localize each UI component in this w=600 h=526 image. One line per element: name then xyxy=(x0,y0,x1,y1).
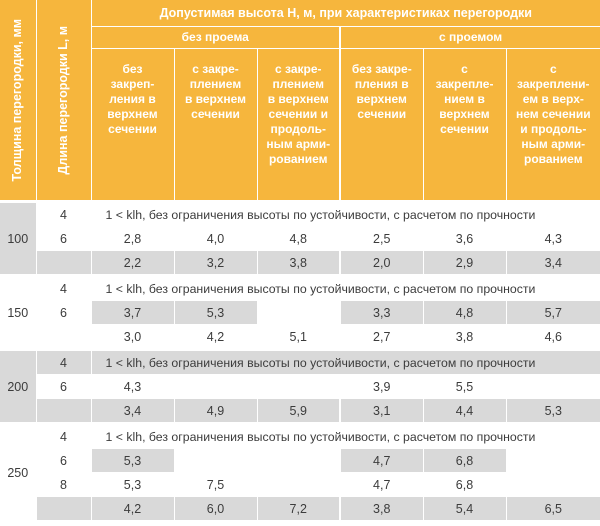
length-value: 4 xyxy=(36,202,91,227)
subheader-line: ем в верх- xyxy=(522,92,584,106)
height-value: 6,5 xyxy=(506,497,600,521)
height-value: 7,2 xyxy=(257,497,340,521)
length-value: 6 xyxy=(36,227,91,251)
subheader-line: сечении xyxy=(191,107,240,121)
length-value xyxy=(36,325,91,350)
table-row xyxy=(0,497,600,521)
height-value xyxy=(257,449,340,473)
subheader-line: ления в xyxy=(109,92,156,106)
stability-note: 1 < klh, без ограничения высоты по устойчивости, с расчетом по прочности xyxy=(91,350,600,375)
subheader-line: рованием xyxy=(268,152,328,166)
height-value: 4,8 xyxy=(257,227,340,251)
height-value xyxy=(257,375,340,399)
length-value: 4 xyxy=(36,424,91,449)
height-value: 5,7 xyxy=(506,301,600,325)
length-header xyxy=(36,0,91,202)
subheader-line: сечении xyxy=(440,122,489,136)
height-value: 4,3 xyxy=(506,227,600,251)
height-value: 3,2 xyxy=(174,251,257,276)
subheader-line: в верхнем xyxy=(267,92,329,106)
height-value: 4,4 xyxy=(423,399,506,424)
length-value xyxy=(36,251,91,276)
subheader-line: и продоль- xyxy=(520,122,587,136)
table-row xyxy=(0,399,600,424)
height-value xyxy=(174,375,257,399)
table-row xyxy=(0,301,600,325)
height-value: 5,3 xyxy=(91,473,174,497)
thickness-value: 250 xyxy=(0,424,36,521)
height-value: 4,7 xyxy=(340,473,423,497)
table-row xyxy=(0,251,600,276)
subheader-line: верхнем xyxy=(107,107,158,121)
height-value: 3,3 xyxy=(340,301,423,325)
height-value: 3,8 xyxy=(423,325,506,350)
subheader-line: закреплени- xyxy=(517,77,590,91)
height-value: 5,3 xyxy=(506,399,600,424)
subheader-5 xyxy=(423,49,506,202)
group-with-opening: с проемом xyxy=(340,27,600,49)
height-value: 5,3 xyxy=(91,449,174,473)
subheader-4 xyxy=(340,49,423,202)
length-value: 6 xyxy=(36,301,91,325)
subheader-line: с закре- xyxy=(275,62,322,76)
length-value: 6 xyxy=(36,449,91,473)
height-value: 2,7 xyxy=(340,325,423,350)
height-value: 3,1 xyxy=(340,399,423,424)
subheader-line: с xyxy=(549,62,557,76)
stability-note: 1 < klh, без ограничения высоты по устойчивости, с расчетом по прочности xyxy=(91,202,600,227)
subheader-line: рованием xyxy=(524,152,583,166)
length-value: 8 xyxy=(36,473,91,497)
height-value: 6,8 xyxy=(423,449,506,473)
subheader-line: закрепле- xyxy=(435,77,494,91)
height-value: 5,1 xyxy=(257,325,340,350)
thickness-header xyxy=(0,0,36,202)
height-value: 4,7 xyxy=(340,449,423,473)
subheader-1 xyxy=(91,49,174,202)
height-value: 4,6 xyxy=(506,325,600,350)
height-value: 5,9 xyxy=(257,399,340,424)
subheader-line: плением xyxy=(189,77,242,91)
height-value xyxy=(257,301,340,325)
height-value: 4,2 xyxy=(91,497,174,521)
thickness-value: 100 xyxy=(0,202,36,276)
main-title: Допустимая высота H, м, при характеристиках перегородки xyxy=(91,0,600,27)
table-row xyxy=(0,449,600,473)
subheader-line: продоль- xyxy=(270,122,326,136)
subheader-line: нем сечении xyxy=(515,107,591,121)
height-value: 4,8 xyxy=(423,301,506,325)
thickness-header-text: Толщина перегородки, мм xyxy=(10,18,25,182)
subheader-line: верхнем xyxy=(356,92,407,106)
subheader-3 xyxy=(257,49,340,202)
subheader-line: верхнем xyxy=(439,107,490,121)
height-value: 2,0 xyxy=(340,251,423,276)
length-value: 4 xyxy=(36,350,91,375)
height-value: 4,3 xyxy=(91,375,174,399)
height-value: 4,9 xyxy=(174,399,257,424)
height-value: 4,2 xyxy=(174,325,257,350)
subheader-line: сечении и xyxy=(268,107,328,121)
length-header-text: Длина перегородки L, м xyxy=(56,25,70,175)
height-value: 3,6 xyxy=(423,227,506,251)
height-value: 6,0 xyxy=(174,497,257,521)
subheader-line: сечении xyxy=(357,107,407,121)
subheader-line: ным арми- xyxy=(266,137,331,151)
height-value: 3,8 xyxy=(257,251,340,276)
height-value: 3,9 xyxy=(340,375,423,399)
height-value: 5,3 xyxy=(174,301,257,325)
subheader-line: с xyxy=(461,62,468,76)
height-value xyxy=(174,449,257,473)
group-no-opening: без проема xyxy=(91,27,340,49)
subheader-line: нием в xyxy=(444,92,485,106)
height-value: 5,5 xyxy=(423,375,506,399)
height-value: 4,0 xyxy=(174,227,257,251)
length-value: 6 xyxy=(36,375,91,399)
subheader-line: ным арми- xyxy=(521,137,586,151)
table-row xyxy=(0,325,600,350)
height-value xyxy=(506,449,600,473)
subheader-line: закреп- xyxy=(110,77,155,91)
length-value: 4 xyxy=(36,276,91,301)
subheader-line: пления в xyxy=(354,77,409,91)
subheader-6 xyxy=(506,49,600,202)
subheader-2 xyxy=(174,49,257,202)
height-value: 3,8 xyxy=(340,497,423,521)
height-value: 2,5 xyxy=(340,227,423,251)
thickness-value: 150 xyxy=(0,276,36,350)
height-value xyxy=(257,473,340,497)
thickness-value: 200 xyxy=(0,350,36,424)
subheader-line: плением xyxy=(272,77,324,91)
height-value: 2,2 xyxy=(91,251,174,276)
table-row xyxy=(0,227,600,251)
table-row xyxy=(0,375,600,399)
table-row xyxy=(0,473,600,497)
height-value: 3,4 xyxy=(506,251,600,276)
height-value: 3,0 xyxy=(91,325,174,350)
height-value: 3,7 xyxy=(91,301,174,325)
table-row xyxy=(0,350,600,375)
height-value: 3,4 xyxy=(91,399,174,424)
table-row xyxy=(0,424,600,449)
table-row xyxy=(0,202,600,227)
stability-note: 1 < klh, без ограничения высоты по устойчивости, с расчетом по прочности xyxy=(91,276,600,301)
subheader-line: без закре- xyxy=(351,62,412,76)
subheader-line: с закре- xyxy=(192,62,239,76)
subheader-line: сечении xyxy=(108,122,157,136)
table-row xyxy=(0,276,600,301)
height-value: 6,8 xyxy=(423,473,506,497)
stability-note: 1 < klh, без ограничения высоты по устойчивости, с расчетом по прочности xyxy=(91,424,600,449)
subheader-line: без xyxy=(122,62,143,76)
length-value xyxy=(36,399,91,424)
height-value: 7,5 xyxy=(174,473,257,497)
height-value: 5,4 xyxy=(423,497,506,521)
length-value xyxy=(36,497,91,521)
height-value: 2,8 xyxy=(91,227,174,251)
height-value xyxy=(506,375,600,399)
height-value xyxy=(506,473,600,497)
subheader-line: в верхнем xyxy=(184,92,247,106)
height-value: 2,9 xyxy=(423,251,506,276)
